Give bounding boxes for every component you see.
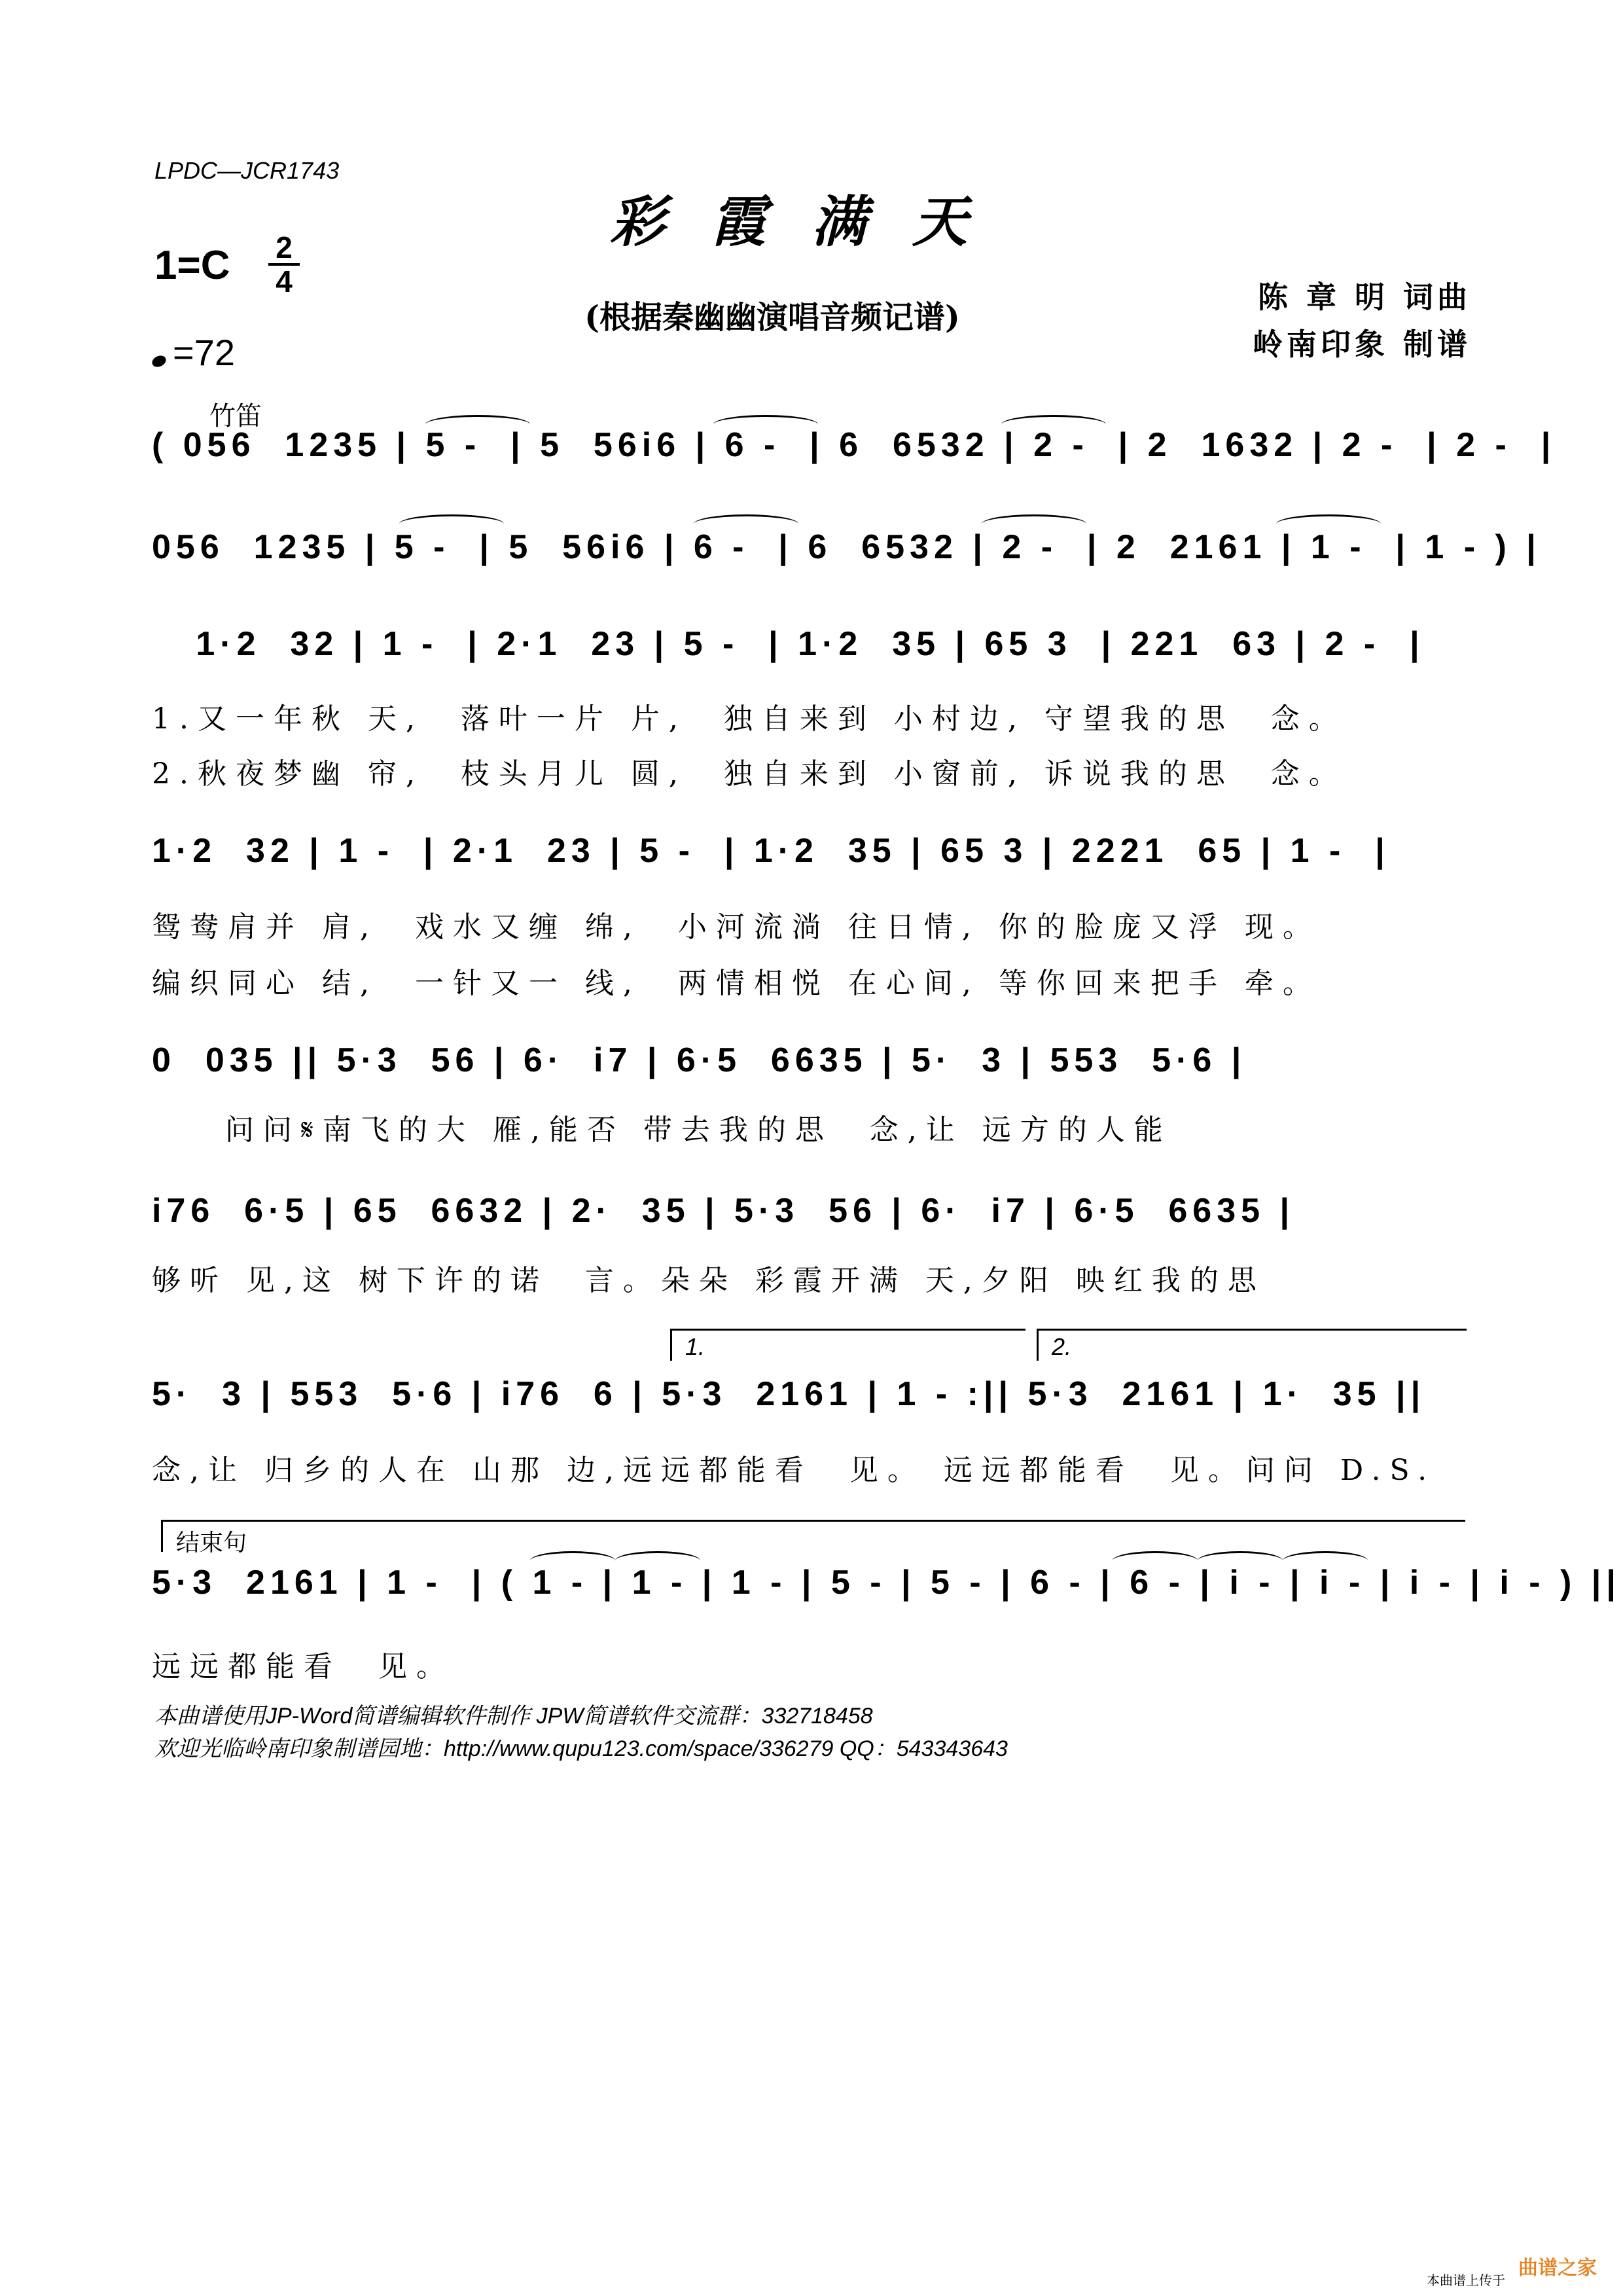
lyric-line-4-verse-1: 鸳鸯肩并 肩, 戏水又缠 绵, 小河流淌 往日情, 你的脸庞又浮 现。 [152,910,1321,944]
volta-label-2: 2. [1052,1333,1072,1360]
score-line-8: 5·3 2161 | 1 - | ( 1 - | 1 - | 1 - | 5 - | 5 - | 6 - | 6 - | i - | i - | i - | i - ) || [152,1564,1621,1602]
score-code: LPDC—JCR1743 [154,157,340,184]
time-denominator: 4 [276,264,293,298]
score-line-6: i76 6·5 | 65 6632 | 2· 35 | 5·3 56 | 6· i7 | 6·5 6635 | [152,1192,1295,1230]
lyric-line-3-verse-1: 1.又一年秋 天, 落叶一片 片, 独自来到 小村边, 守望我的思 念。 [152,702,1347,736]
key-signature: 1=C [154,243,230,288]
lyric-line-4-verse-2: 编织同心 结, 一针又一 线, 两情相悦 在心间, 等你回来把手 牵。 [152,967,1321,1000]
score-line-7: 5· 3 | 553 5·6 | i76 6 | 5·3 2161 | 1 - :|| 5·3 2161 | 1· 35 || [152,1375,1426,1413]
footer-line-1: 本曲谱使用JP-Word简谱编辑软件制作 JPW简谱软件交流群：332718458 [154,1704,873,1729]
site-logo: 曲谱之家 [1518,2257,1597,2280]
lyric-line-3-verse-2: 2.秋夜梦幽 帘, 枝头月儿 圆, 独自来到 小窗前, 诉说我的思 念。 [152,757,1347,791]
score-line-4: 1·2 32 | 1 - | 2·1 23 | 5 - | 1·2 35 | 65 3 | 2221 65 | 1 - | [152,832,1390,870]
lyric-line-7: 念,让 归乡的人在 山那 边,远远都能看 见。 远远都能看 见。问问 D.S. [152,1454,1436,1487]
score-line-5: 0 035 || 5·3 56 | 6· i7 | 6·5 6635 | 5· 3 | 553 5·6 | [152,1041,1247,1079]
credit-lyrics-music: 陈 章 明 词曲 [1257,279,1471,315]
ending-bracket [161,1520,1465,1556]
volta-label-1: 1. [685,1333,705,1360]
quarter-note-icon [151,353,168,369]
instrument-label: 竹笛 [209,401,262,431]
footer-line-2: 欢迎光临岭南印象制谱园地：http://www.qupu123.com/space/336279 QQ：543343643 [154,1736,1008,1761]
tempo-mark [152,331,235,374]
time-signature [266,230,302,298]
time-numerator: 2 [276,230,293,264]
volta-bracket-1 [670,1329,1026,1361]
tempo-value: =72 [173,332,235,373]
volta-bracket-2 [1037,1329,1467,1361]
subtitle: (根据秦幽幽演唱音频记谱) [584,299,960,336]
score-line-2: 056 1235 | 5 - | 5 56i6 | 6 - | 6 6532 | 2 - | 2 2161 | 1 - | 1 - ) | [152,528,1541,566]
lyric-line-5: 问问𝄋南飞的大 雁,能否 带去我的思 念,让 远方的人能 [152,1113,1172,1147]
score-line-3: 1·2 32 | 1 - | 2·1 23 | 5 - | 1·2 35 | 65 3 | 221 63 | 2 - | [152,625,1425,663]
credit-notation: 岭南印象 制谱 [1252,327,1471,362]
ending-label: 结束句 [176,1530,247,1556]
song-title: 彩霞满天 [609,189,1013,254]
upload-note: 本曲谱上传于 [1427,2272,1505,2288]
lyric-line-8: 远远都能看 见。 [152,1650,454,1683]
score-line-1: ( 056 1235 | 5 - | 5 56i6 | 6 - | 6 6532 | 2 - | 2 1632 | 2 - | 2 - | [152,426,1556,464]
lyric-line-6: 够听 见,这 树下许的诺 言。朵朵 彩霞开满 天,夕阳 映红我的思 [152,1264,1266,1297]
